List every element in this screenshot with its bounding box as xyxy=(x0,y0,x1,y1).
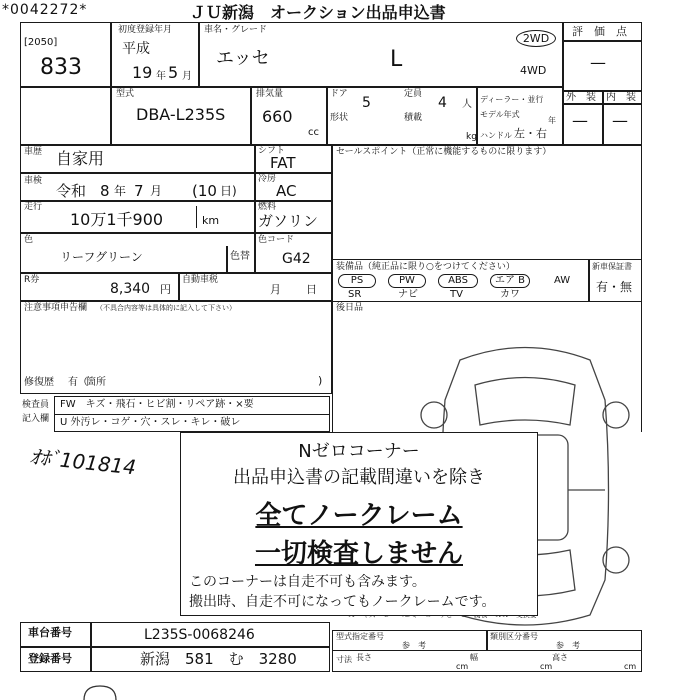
dimensions-label: 寸法 xyxy=(336,655,352,664)
displacement-label: 排気量 xyxy=(256,89,284,99)
exterior-label: 外 装 xyxy=(566,92,596,103)
rating-label: 評 価 点 xyxy=(572,25,627,38)
model-code: DBA-L235S xyxy=(136,105,226,124)
warranty-value: 有・無 xyxy=(596,280,633,294)
mileage-value: 10万1千900 xyxy=(70,210,164,229)
chassis-number-label: 車台番号 xyxy=(28,626,72,639)
equip-airbag: エア B xyxy=(490,274,530,288)
lot-number: 833 xyxy=(40,55,82,80)
handle-value: 左・右 xyxy=(514,127,547,140)
dealer-label: ディーラー・並行 xyxy=(480,95,544,104)
lot-code: [2050] xyxy=(24,37,58,48)
sales-point-section xyxy=(332,144,642,260)
equip-ps: PS xyxy=(338,274,376,288)
recycle-value: 8,340 xyxy=(110,281,151,297)
equip-tv: TV xyxy=(450,289,463,300)
registration-month: 5 xyxy=(168,63,179,82)
sales-point-label: セールスポイント（正常に機能するものに限ります） xyxy=(336,147,552,157)
warranty-label: 新車保証書 xyxy=(592,262,632,271)
equip-leather: カワ xyxy=(500,289,520,300)
displacement-value: 660 xyxy=(262,107,293,126)
repair-history-value: 有（ xyxy=(68,377,88,388)
exterior-value: — xyxy=(572,111,588,130)
color-code-label: 色コード xyxy=(258,235,295,245)
ac-value: AC xyxy=(276,182,297,200)
shift-value: FAT xyxy=(270,154,296,172)
plate-number: 新潟 581 む 3280 xyxy=(140,650,297,668)
notes-section xyxy=(20,300,332,394)
inspection-day: (10 xyxy=(192,182,217,200)
equipment-label: 装備品（純正品に限り○をつけてください） xyxy=(336,262,515,272)
drive-4wd: 4WD xyxy=(520,64,547,77)
model-year-label: モデル年式 xyxy=(480,110,520,119)
equip-abs: ABS xyxy=(438,274,478,288)
rating-value: — xyxy=(590,53,606,72)
n-zero-corner-notice xyxy=(180,432,538,616)
equip-navi: ナビ xyxy=(398,289,418,300)
recycle-label: R券 xyxy=(24,275,40,285)
load-label: 積載 xyxy=(404,113,423,123)
inspection-era: 令和 xyxy=(56,182,87,200)
usage-value: 自家用 xyxy=(56,149,105,168)
type-designation-label: 型式指定番号 xyxy=(336,632,384,641)
shift-label: シフト xyxy=(258,146,286,156)
color-code-value: G42 xyxy=(282,251,311,267)
car-name-label: 車名・グレード xyxy=(204,25,268,35)
fuel-value: ガソリン xyxy=(258,212,319,230)
equip-pw: PW xyxy=(388,274,426,288)
mileage-label: 走行 xyxy=(24,202,43,212)
handwritten-note: ｵﾎﾞ101814 xyxy=(28,444,138,480)
auto-tax-label: 自動車税 xyxy=(182,275,219,285)
registration-era: 平成 xyxy=(122,41,150,57)
inspection-month: 7 xyxy=(134,182,144,200)
first-registration-label: 初度登録年月 xyxy=(118,25,173,35)
equip-sr: SR xyxy=(348,289,362,300)
drive-2wd-circled: 2WD xyxy=(516,30,556,47)
fuel-label: 燃料 xyxy=(258,202,277,212)
interior-label: 内 装 xyxy=(606,92,636,103)
capacity-label: 定員 xyxy=(404,89,423,99)
color-label: 色 xyxy=(24,235,34,245)
shape-label: 形状 xyxy=(330,113,349,123)
stamp-mark xyxy=(80,684,120,700)
form-title: ＪＵ新潟 オークション出品申込書 xyxy=(190,3,446,22)
interior-value: — xyxy=(612,111,628,130)
capacity-value: 4 xyxy=(438,95,447,111)
inspector-row-1: FW キズ・飛石・ヒビ割・リペア跡・×要 xyxy=(60,399,254,410)
equip-aw: AW xyxy=(554,275,571,286)
notice-title: Nゼロコーナー xyxy=(298,441,420,462)
inspection-year: 8 xyxy=(100,182,110,200)
doors-label: ドア xyxy=(330,89,348,99)
registration-year: 19 xyxy=(132,63,153,82)
notice-line-3: 一切検査しません xyxy=(254,539,463,569)
handle-label: ハンドル xyxy=(480,131,512,140)
notice-line-5: 搬出時、自走不可になってもノークレームです。 xyxy=(189,594,496,610)
notice-line-1: 出品申込書の記載間違いを除き xyxy=(233,467,485,488)
repair-history-label: 修復歴 xyxy=(24,377,54,388)
usage-label: 車歴 xyxy=(24,147,43,157)
notice-line-4: このコーナーは自走不可も含みます。 xyxy=(189,574,426,590)
car-grade: L xyxy=(390,47,403,72)
notice-line-2: 全てノークレーム xyxy=(255,501,463,531)
car-name: エッセ xyxy=(216,48,270,69)
barcode-serial: *0042272* xyxy=(2,2,88,18)
notes-label: 注意事項申告欄 xyxy=(24,303,88,313)
rear-items-label: 後日品 xyxy=(336,303,364,313)
inspector-entry-label: 記入欄 xyxy=(22,414,50,424)
model-label: 型式 xyxy=(116,89,135,99)
color-change-label: 色替 xyxy=(230,251,250,262)
chassis-number: L235S-0068246 xyxy=(144,627,255,643)
category-number-label: 類別区分番号 xyxy=(490,632,538,641)
color-value: リーフグリーン xyxy=(60,250,143,264)
doors-value: 5 xyxy=(362,95,371,111)
inspector-row-2: U 外汚レ・コゲ・穴・スレ・キレ・破レ xyxy=(60,417,241,428)
inspection-label: 車検 xyxy=(24,176,43,186)
inspector-label: 検査員 xyxy=(22,400,50,410)
ac-label: 冷房 xyxy=(258,174,277,184)
plate-number-label: 登録番号 xyxy=(28,652,72,665)
